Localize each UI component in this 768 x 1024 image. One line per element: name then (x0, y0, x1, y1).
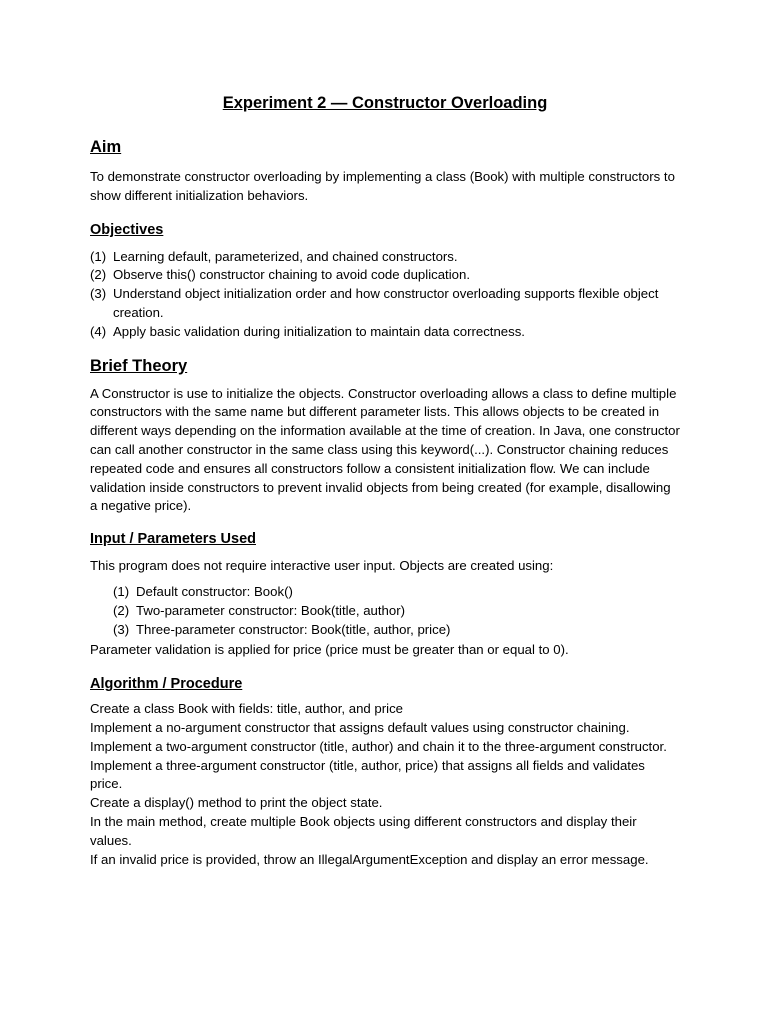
list-item-text: Two-parameter constructor: Book(title, author) (136, 602, 405, 618)
input-heading: Input / Parameters Used (90, 531, 256, 548)
list-item-text: Understand object initialization order and how constructor overloading supports flexible object creation. (113, 286, 659, 320)
list-item-text: Default constructor: Book() (136, 583, 293, 599)
algorithm-heading: Algorithm / Procedure (90, 676, 243, 693)
aim-text: To demonstrate constructor overloading by implementing a class (Book) with multiple constructors to show different initialization behaviors. (90, 169, 675, 203)
objectives-heading: Objectives (90, 221, 164, 238)
list-item-number: (2) (90, 267, 107, 283)
algorithm-step: Implement a no-argument constructor that assigns default values using constructor chaining. (90, 719, 630, 735)
algorithm-step: If an invalid price is provided, throw an IllegalArgumentException and display an error message. (90, 851, 649, 867)
list-item-number: (1) (90, 248, 107, 264)
list-item-number: (3) (90, 286, 107, 302)
list-item-number: (4) (90, 323, 107, 339)
list-item (113, 583, 680, 602)
objectives-list (90, 248, 680, 342)
list-item (90, 248, 680, 267)
page-title: Experiment 2 — Constructor Overloading (222, 94, 548, 112)
algorithm-steps (90, 700, 680, 869)
theory-text: A Constructor is use to initialize the objects. Constructor overloading allows a class to define multiple constructors with the same name but different parameter lists. This allows objects to be created in different ways depending on the information available at the time of creation. In Java, one constructor can call another constructor in the same class using this keyword(...). Constructor chaining reduces repeated code and ensures all constructors follow a consistent initialization flow. We can include validation inside constructors to prevent invalid objects from being created (for example, disallowing a negative price). (90, 385, 680, 514)
list-item-text: Learning default, parameterized, and chained constructors. (113, 248, 458, 264)
list-item-text: Apply basic validation during initialization to maintain data correctness. (113, 323, 525, 339)
list-item-number: (3) (113, 621, 130, 637)
list-item (90, 285, 680, 323)
algorithm-step: Implement a three-argument constructor (title, author, price) that assigns all fields and validates price. (90, 757, 645, 792)
list-item (113, 621, 680, 640)
algorithm-step: In the main method, create multiple Book objects using different constructors and display their values. (90, 813, 637, 848)
list-item-number: (1) (113, 583, 130, 599)
aim-heading: Aim (90, 138, 122, 156)
list-item (90, 323, 680, 342)
algorithm-step: Implement a two-argument constructor (title, author) and chain it to the three-argument constructor. (90, 738, 667, 754)
input-intro: This program does not require interactive user input. Objects are created using: (90, 558, 554, 574)
algorithm-step: Create a display() method to print the object state. (90, 795, 383, 811)
list-item (113, 602, 680, 621)
input-note: Parameter validation is applied for price (price must be greater than or equal to 0). (90, 642, 569, 658)
list-item-number: (2) (113, 602, 130, 618)
list-item-text: Observe this() constructor chaining to avoid code duplication. (113, 267, 470, 283)
list-item (90, 266, 680, 285)
input-list (90, 583, 680, 639)
theory-heading: Brief Theory (90, 356, 188, 375)
list-item-text: Three-parameter constructor: Book(title, author, price) (136, 621, 451, 637)
algorithm-step: Create a class Book with fields: title, author, and price (90, 701, 403, 717)
